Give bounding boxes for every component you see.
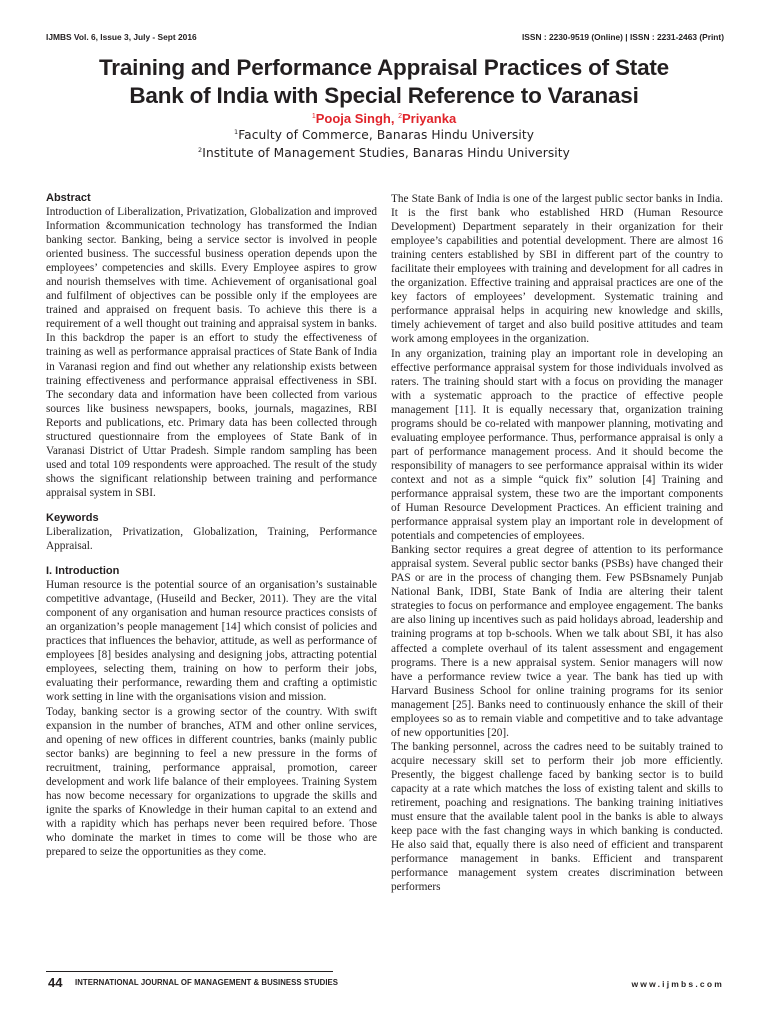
body-paragraph-1: The State Bank of India is one of the largest public sector banks in India. It is the first bank who established HRD (Human Resource Development) Department separately in their organization for their employee’s capabilities and potential development. There are almost 16 training centers established by SBI in different part of the country to facilitate their employees with training and development for all cadres in the organization. Effective training and appraisal practices are one of the key factors of employees’ development. Systematic training and performance appraisal helps in acquiring new knowledge and skills, timely achievement of target and also build positive attitudes and team work among employees in the organization. xyxy=(391,193,723,346)
body-paragraph-4: The banking personnel, across the cadres need to be suitably trained to acquire necessary skill set to perform their job more efficiently. Presently, the biggest challenge faced by banking sector is to build capacity at a rate which matches the loss of existing talent and skills to retirement, poaching and resignations. The banking training initiatives must ensure that the available talent pool in the banks is able to always keep pace with the fast changing ways in which banking is conducted. He also said that, equally there is also need of efficient and transparent performance management in banks. Efficient and transparent performance management system creates discrimination between performers xyxy=(391,740,723,894)
introduction-heading: I. Introduction xyxy=(46,565,120,578)
affiliation-2 xyxy=(0,146,768,160)
right-column xyxy=(391,192,723,894)
paper-title xyxy=(40,54,728,110)
journal-website: www.ijmbs.com xyxy=(631,979,724,989)
keywords-heading: Keywords xyxy=(46,511,99,524)
body-paragraph-2: In any organization, training play an important role in developing an effective performance appraisal system for those individuals involved as raters. The training should start with a focus on providing the manager with a systematic approach to the practice of effective people management [11]. It is equally necessary that, organization training programs should be co-related with manpower planning, motivating and evaluating employee performance. Thus, performance appraisal is only a part of performance management process. And it should become the responsibility of managers to see performance appraisal within its wider context and not as a simple “quick fix” solution [4] Training and performance appraisal system, these two are the important components of Human Resource Development Practices. An efficient training and performance appraisal system play an important role in development of potentials and competencies of employees. xyxy=(391,347,723,543)
body-paragraph-3: Banking sector requires a great degree of attention to its performance appraisal system. Several public sector banks (PSBs) have changed their PAS or are in the process of changing them. Few PSBsnamely Punjab National Bank, IDBI, State Bank of India are altering their talent strategies to focus on performance and employee engagement. The banks are also lining up incentives such as paid holidays abroad, leadership and training programs at top b-schools. When we talk about SBI, it has also affected a complete overhaul of its talent assessment and engagement programs. There is a new appraisal system. Senior managers will now have a performance review twice a year. The bank has tied up with Harvard Business School for online training programs for its senior management [25]. Banks need to continuously enhance the skill of their employees so as to remain viable and competitive and to take advantage of new opportunities [20]. xyxy=(391,544,723,739)
introduction-paragraph-1: Human resource is the potential source of an organisation’s sustainable competitive advantage, (Huseild and Becker, 2011). They are the vital component of any organisation and human resource practices consists of an organization’s people management [14] which consist of policies and practices that influences the behavior, attitude, as well as performance of employees [8] besides analysing and designing jobs, attracting potential employees, selecting them, training on how to perform their jobs, evaluating their performance, rewarding them and crafting a optimistic work setting in line with the organisations vision and mission. xyxy=(46,579,377,704)
affiliation-2-text: Institute of Management Studies, Banaras Hindu University xyxy=(202,146,570,160)
title-line-1: Training and Performance Appraisal Practices of State xyxy=(98,55,669,80)
affiliation-1 xyxy=(0,128,768,142)
footer-rule xyxy=(46,971,333,972)
journal-name: INTERNATIONAL JOURNAL OF MANAGEMENT & BUSINESS STUDIES xyxy=(75,978,339,987)
abstract-heading: Abstract xyxy=(46,192,91,204)
issn-info: ISSN : 2230-9519 (Online) | ISSN : 2231-2463 (Print) xyxy=(521,32,724,42)
keywords-text: Liberalization, Privatization, Globalization, Training, Performance Appraisal. xyxy=(46,525,377,553)
running-footer xyxy=(46,975,724,991)
affiliation-1-marker: 1 xyxy=(233,128,239,136)
journal-issue-info: IJMBS Vol. 6, Issue 3, July - Sept 2016 xyxy=(46,32,197,42)
left-column xyxy=(46,192,377,859)
title-line-2: Bank of India with Special Reference to Varanasi xyxy=(129,83,639,108)
affiliation-2-marker: 2 xyxy=(198,146,203,154)
page-number: 44 xyxy=(48,975,63,990)
running-header xyxy=(46,32,724,46)
author-1-marker: 1 xyxy=(311,113,316,120)
author-2-marker: 2 xyxy=(398,113,402,120)
abstract-text: Introduction of Liberalization, Privatization, Globalization and improved Information &communication technology has transformed the Indian banking sector. Banking, being a service sector is involved in people oriented business. The successful business operation depends upon the employees’ competencies and skills. Every Employee aspires to grow and nourish themselves with time. Achievement of organisational goal and fulfilment of objectives can be possible only if the employees are trained and appraised on frequent basis. To achieve this there is a requirement of a well thought out training and appraisal system in banks. In this backdrop the paper is an effort to study the effectiveness of training as well as performance appraisal practices of State Bank of India in Varanasi region and find out whether any relationship exists between training effectiveness and performance appraisal effectiveness in SBI. The secondary data and information have been collected from various sources like business newspapers, books, journals, magazines, RBI Reports and publications, etc. Primary data has been collected through structured questionnaire from the employees of State Bank of in Varanasi District of Uttar Pradesh. Simple random sampling has been used and total 109 respondents were approached. The result of the study shows the significant relationship between training and performance appraisal system in SBI. xyxy=(46,206,377,499)
affiliation-1-text: Faculty of Commerce, Banaras Hindu University xyxy=(238,128,535,142)
author-1: Pooja Singh, xyxy=(315,111,399,126)
authors xyxy=(0,111,768,126)
introduction-paragraph-2: Today, banking sector is a growing sector of the country. With swift expansion in the number of branches, ATM and other online services, and opening of new offices in different countries, banks (mainly public sector banks) are beginning to feel a new pressure in the forms of recruitment, training, performance appraisal, promotion, career development and work life balance of their employees. Training System has now become necessary for organizations to upgrade the skills and ignite the sparks of Knowledge in their human capital to an extend and with a rapidity which has perhaps never been required before. Those who dominate the market in times to come will be those who are prepared to seize the opportunities as they come. xyxy=(46,705,377,858)
author-2: Priyanka xyxy=(401,111,457,126)
